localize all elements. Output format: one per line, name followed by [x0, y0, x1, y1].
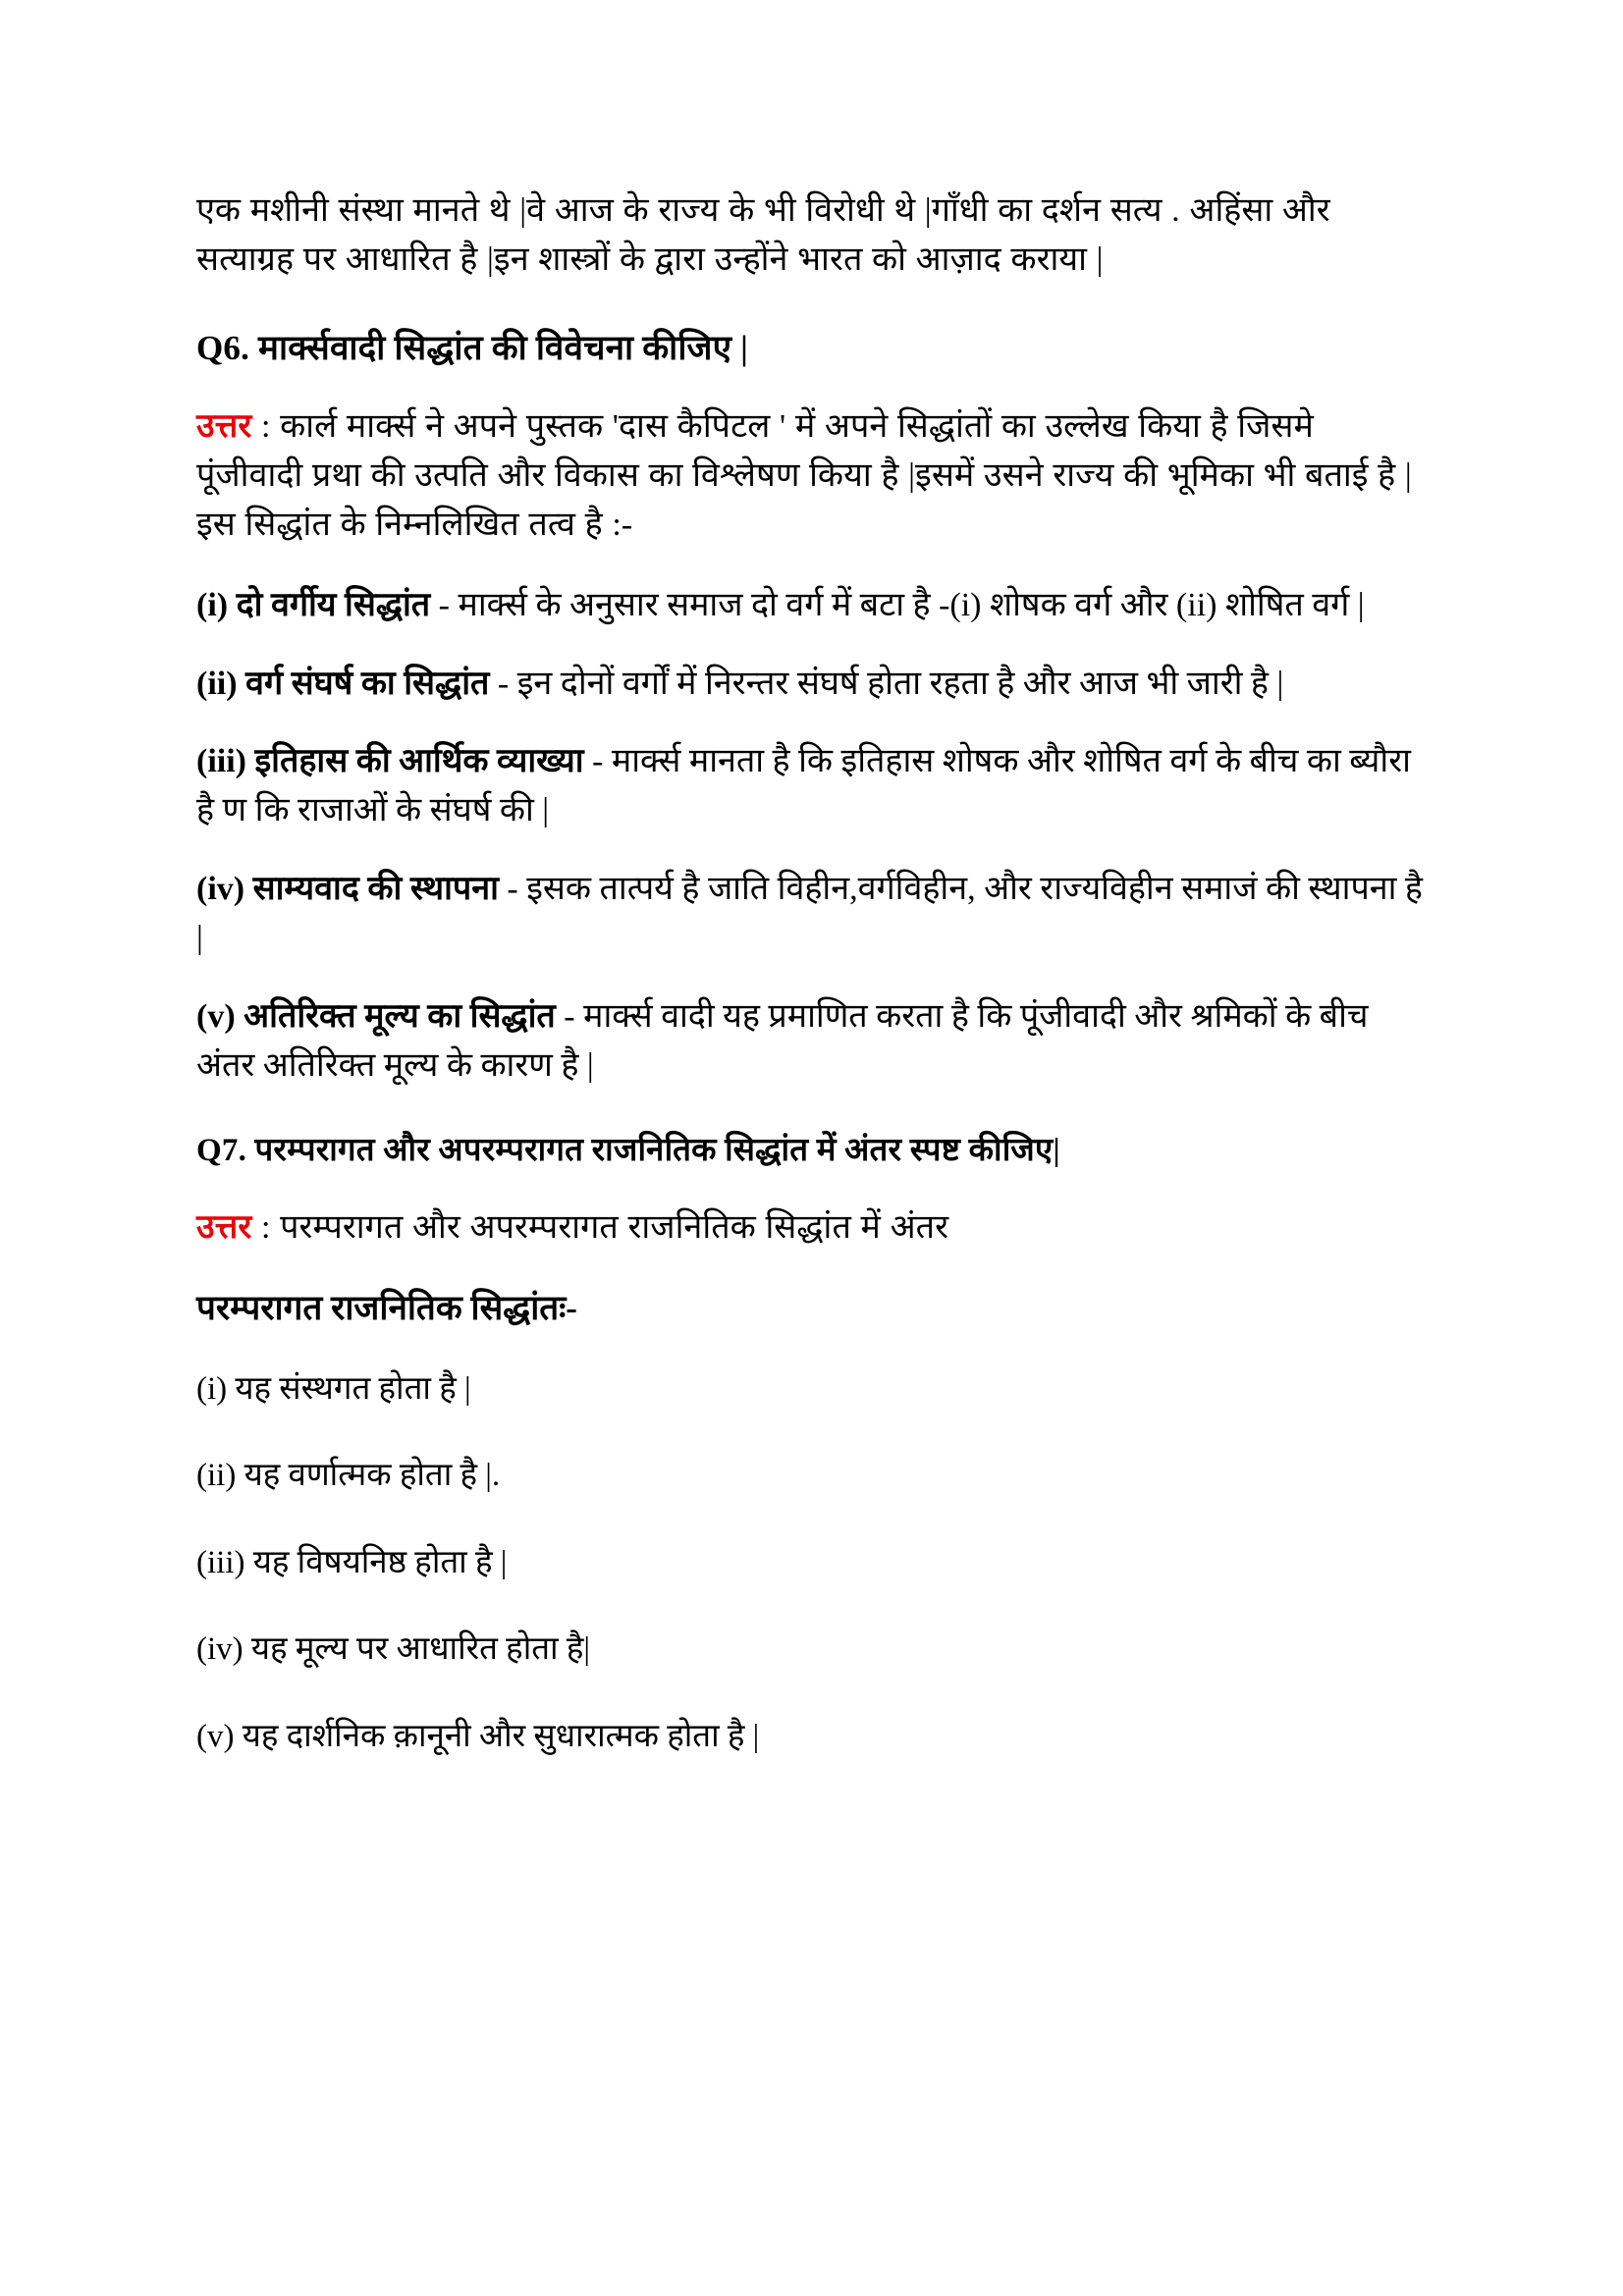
- q6-point-2-body: - इन दोनों वर्गों में निरन्तर संघर्ष होता रहता है और आज भी जारी है |: [489, 665, 1284, 702]
- q6-point-4-marker: (iv): [196, 871, 253, 908]
- q6-point-2-marker: (ii): [196, 665, 246, 702]
- answer-label-q7: उत्तर: [196, 1209, 252, 1247]
- answer-label-q6: उत्तर: [196, 407, 252, 445]
- q6-point-5-marker: (v): [196, 998, 244, 1036]
- answer-separator-q6: :: [251, 407, 281, 445]
- traditional-theory-subheading: परम्परागत राजनितिक सिद्धांतः-: [196, 1289, 577, 1328]
- q6-point-4-body: - इसक तात्पर्य है जाति विहीन,वर्गविहीन, और राज्यविहीन समाजं की स्थापना है |: [196, 871, 1423, 957]
- question-6-answer: [196, 402, 1424, 550]
- q7-list-item-5: (v) यह दार्शनिक क़ानूनी और सुधारात्मक होता है |: [196, 1718, 760, 1754]
- q6-point-3-body: - मार्क्स मानता है कि इतिहास शोषक और शोषित वर्ग के बीच का ब्यौरा है ण कि राजाओं के संघर्ष की |: [196, 743, 1411, 829]
- q6-point-2: [196, 660, 1424, 709]
- answer-separator-q7: :: [251, 1209, 281, 1247]
- q7-list-item-3: (iii) यह विषयनिष्ठ होता है |: [196, 1544, 508, 1580]
- q6-point-5-title: अतिरिक्त मूल्य का सिद्धांत: [243, 998, 556, 1036]
- q6-point-3-marker: (iii): [196, 743, 255, 780]
- q6-point-3: [196, 737, 1424, 835]
- question-7-answer: [196, 1203, 1424, 1253]
- document-body: [196, 187, 1424, 1760]
- q7-list-item-1: (i) यह संस्थगत होता है |: [196, 1370, 471, 1407]
- q6-point-1-title: दो वर्गीय सिद्धांत: [236, 586, 431, 623]
- intro-paragraph: एक मशीनी संस्था मानते थे |वे आज के राज्य के भी विरोधी थे |गाँधी का दर्शन सत्य . अहिंसा और सत्याग्रह पर आधारित है |इन शास्त्रों के द्वारा उन्होंने भारत को आज़ाद कराया |: [196, 192, 1330, 278]
- q7-list-item-4: (iv) यह मूल्य पर आधारित होता है|: [196, 1631, 590, 1668]
- q6-point-1-body: - मार्क्स के अनुसार समाज दो वर्ग में बटा है -(i) शोषक वर्ग और (ii) शोषित वर्ग |: [430, 586, 1365, 623]
- q6-point-5: [196, 992, 1424, 1091]
- q6-point-1: [196, 581, 1424, 630]
- question-6-heading: Q6. मार्क्सवादी सिद्धांत की विवेचना कीजिए |: [196, 328, 749, 367]
- q7-list-item-2: (ii) यह वर्णात्मक होता है |.: [196, 1458, 501, 1494]
- answer-text-q7: परम्परागत और अपरम्परागत राजनितिक सिद्धांत में अंतर: [280, 1209, 949, 1247]
- q6-point-2-title: वर्ग संघर्ष का सिद्धांत: [245, 665, 490, 702]
- q6-point-4: [196, 865, 1424, 963]
- answer-text-q6: कार्ल मार्क्स ने अपने पुस्तक 'दास कैपिटल ' में अपने सिद्धांतों का उल्लेख किया है जिसमे पूंजीवादी प्रथा की उत्पति और विकास का विश्लेषण किया है |इसमें उसने राज्य की भूमिका भी बताई है |इस सिद्धांत के निम्नलिखित तत्व है :-: [196, 407, 1412, 543]
- q6-point-1-marker: (i): [196, 586, 237, 623]
- q6-point-4-title: साम्यवाद की स्थापना: [252, 871, 499, 908]
- q6-point-3-title: इतिहास की आर्थिक व्याख्या: [254, 743, 584, 780]
- q6-point-5-body: - मार्क्स वादी यह प्रमाणित करता है कि पूंजीवादी और श्रमिकों के बीच अंतर अतिरिक्त मूल्य के कारण है |: [196, 998, 1369, 1085]
- question-7-heading: Q7. परम्परागत और अपरम्परागत राजनितिक सिद्धांत में अंतर स्पष्ट कीजिए|: [196, 1133, 1060, 1169]
